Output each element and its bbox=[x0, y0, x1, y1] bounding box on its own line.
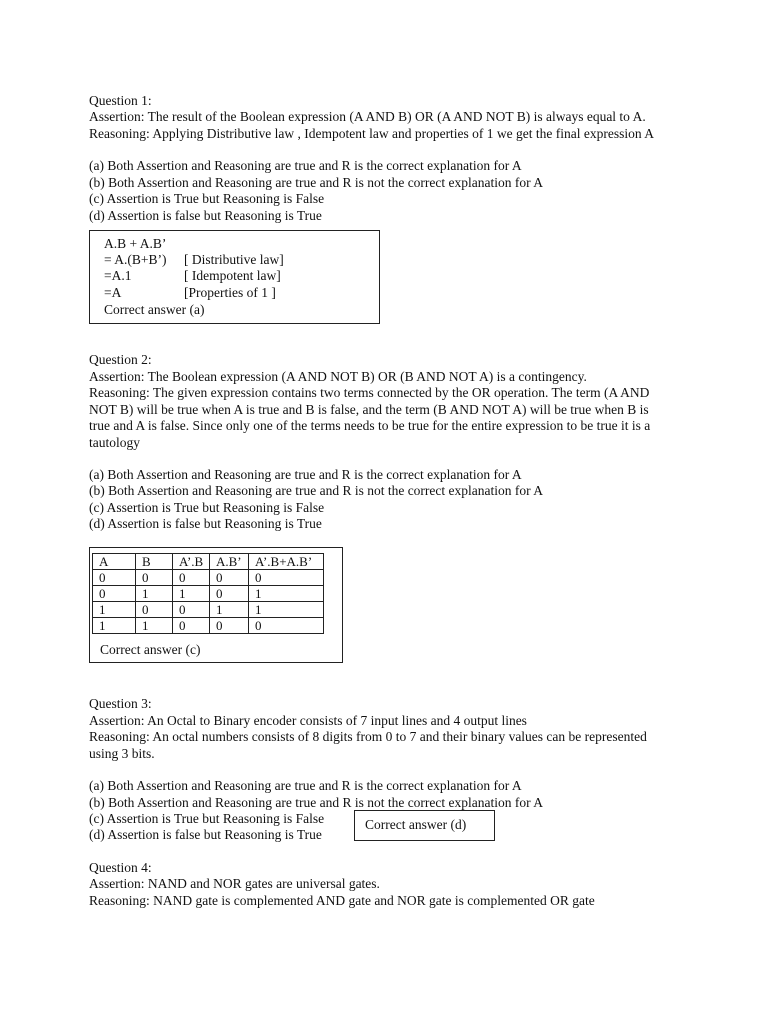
q1-option-c: (c) Assertion is True but Reasoning is False bbox=[89, 191, 325, 206]
q1-option-b: (b) Both Assertion and Reasoning are true and R is not the correct explanation for A bbox=[89, 175, 544, 190]
table-row bbox=[93, 618, 324, 634]
table-cell: 0 bbox=[136, 570, 173, 586]
q3-title: Question 3: bbox=[89, 696, 152, 711]
q3-reasoning-line-2: using 3 bits. bbox=[89, 746, 155, 761]
q1-solution-line1: A.B + A.B’ bbox=[104, 236, 167, 251]
table-row bbox=[93, 586, 324, 602]
q2-reasoning-line-1: Reasoning: The given expression contains two terms connected by the OR operation. The term (A AND bbox=[89, 385, 650, 400]
table-cell: 0 bbox=[93, 586, 136, 602]
q4-assertion: Assertion: NAND and NOR gates are universal gates. bbox=[89, 876, 380, 891]
table-cell: 0 bbox=[249, 570, 324, 586]
q3-option-a: (a) Both Assertion and Reasoning are true and R is the correct explanation for A bbox=[89, 778, 522, 793]
q1-step-3-law: [Properties of 1 ] bbox=[184, 285, 276, 300]
q3-assertion: Assertion: An Octal to Binary encoder consists of 7 input lines and 4 output lines bbox=[89, 713, 527, 728]
q3-correct-answer: Correct answer (d) bbox=[365, 817, 467, 832]
q2-reasoning-line-3: true and A is false. Since only one of the terms needs to be true for the entire expression to be true it is a bbox=[89, 418, 651, 433]
q4-title: Question 4: bbox=[89, 860, 152, 875]
table-cell: 1 bbox=[249, 586, 324, 602]
table-cell: 0 bbox=[210, 618, 249, 634]
table-cell: 1 bbox=[249, 602, 324, 618]
q3-option-c: (c) Assertion is True but Reasoning is False bbox=[89, 811, 325, 826]
q1-solution-step-3 bbox=[104, 285, 364, 301]
q2-correct-answer: Correct answer (c) bbox=[100, 642, 201, 657]
q1-assertion: Assertion: The result of the Boolean expression (A AND B) OR (A AND NOT B) is always equal to A. bbox=[89, 109, 646, 124]
table-row bbox=[93, 570, 324, 586]
table-header: A’.B+A.B’ bbox=[249, 554, 324, 570]
q2-option-d: (d) Assertion is false but Reasoning is True bbox=[89, 516, 322, 531]
q1-solution-step-1 bbox=[104, 252, 364, 268]
q1-step-1-expr: = A.(B+B’) bbox=[104, 252, 167, 267]
q2-option-c: (c) Assertion is True but Reasoning is False bbox=[89, 500, 325, 515]
table-header: B bbox=[136, 554, 173, 570]
table-header: A’.B bbox=[173, 554, 210, 570]
q1-option-a: (a) Both Assertion and Reasoning are true and R is the correct explanation for A bbox=[89, 158, 522, 173]
table-cell: 1 bbox=[93, 618, 136, 634]
table-row bbox=[93, 602, 324, 618]
table-cell: 1 bbox=[173, 586, 210, 602]
q2-option-b: (b) Both Assertion and Reasoning are true and R is not the correct explanation for A bbox=[89, 483, 544, 498]
q1-step-1-law: [ Distributive law] bbox=[184, 252, 284, 267]
table-header: A bbox=[93, 554, 136, 570]
q3-option-d: (d) Assertion is false but Reasoning is True bbox=[89, 827, 322, 842]
truth-table-header-row bbox=[93, 554, 324, 570]
q2-truth-table bbox=[92, 553, 324, 634]
q3-reasoning-line-1: Reasoning: An octal numbers consists of 8 digits from 0 to 7 and their binary values can be represented bbox=[89, 729, 647, 744]
table-cell: 1 bbox=[136, 586, 173, 602]
q2-title: Question 2: bbox=[89, 352, 152, 367]
table-cell: 0 bbox=[136, 602, 173, 618]
table-cell: 0 bbox=[249, 618, 324, 634]
q2-assertion: Assertion: The Boolean expression (A AND NOT B) OR (B AND NOT A) is a contingency. bbox=[89, 369, 587, 384]
q1-step-2-expr: =A.1 bbox=[104, 268, 132, 283]
q4-reasoning: Reasoning: NAND gate is complemented AND gate and NOR gate is complemented OR gate bbox=[89, 893, 595, 908]
q1-solution-box bbox=[89, 230, 380, 324]
q1-step-3-expr: =A bbox=[104, 285, 122, 300]
table-cell: 0 bbox=[93, 570, 136, 586]
table-cell: 1 bbox=[93, 602, 136, 618]
q2-reasoning-line-4: tautology bbox=[89, 435, 140, 450]
q1-step-2-law: [ Idempotent law] bbox=[184, 268, 281, 283]
table-cell: 0 bbox=[210, 586, 249, 602]
q1-title: Question 1: bbox=[89, 93, 152, 108]
q1-correct-answer: Correct answer (a) bbox=[104, 302, 205, 317]
q1-solution-step-2 bbox=[104, 268, 364, 284]
table-cell: 0 bbox=[173, 602, 210, 618]
table-header: A.B’ bbox=[210, 554, 249, 570]
table-cell: 0 bbox=[210, 570, 249, 586]
q3-answer-box bbox=[354, 810, 495, 841]
q1-option-d: (d) Assertion is false but Reasoning is True bbox=[89, 208, 322, 223]
q2-reasoning-line-2: NOT B) will be true when A is true and B is false, and the term (B AND NOT A) will be true when B is bbox=[89, 402, 649, 417]
table-cell: 1 bbox=[136, 618, 173, 634]
q1-reasoning: Reasoning: Applying Distributive law , Idempotent law and properties of 1 we get the final expression A bbox=[89, 126, 655, 141]
table-cell: 0 bbox=[173, 570, 210, 586]
q2-option-a: (a) Both Assertion and Reasoning are true and R is the correct explanation for A bbox=[89, 467, 522, 482]
table-cell: 0 bbox=[173, 618, 210, 634]
table-cell: 1 bbox=[210, 602, 249, 618]
q3-option-b: (b) Both Assertion and Reasoning are true and R is not the correct explanation for A bbox=[89, 795, 544, 810]
